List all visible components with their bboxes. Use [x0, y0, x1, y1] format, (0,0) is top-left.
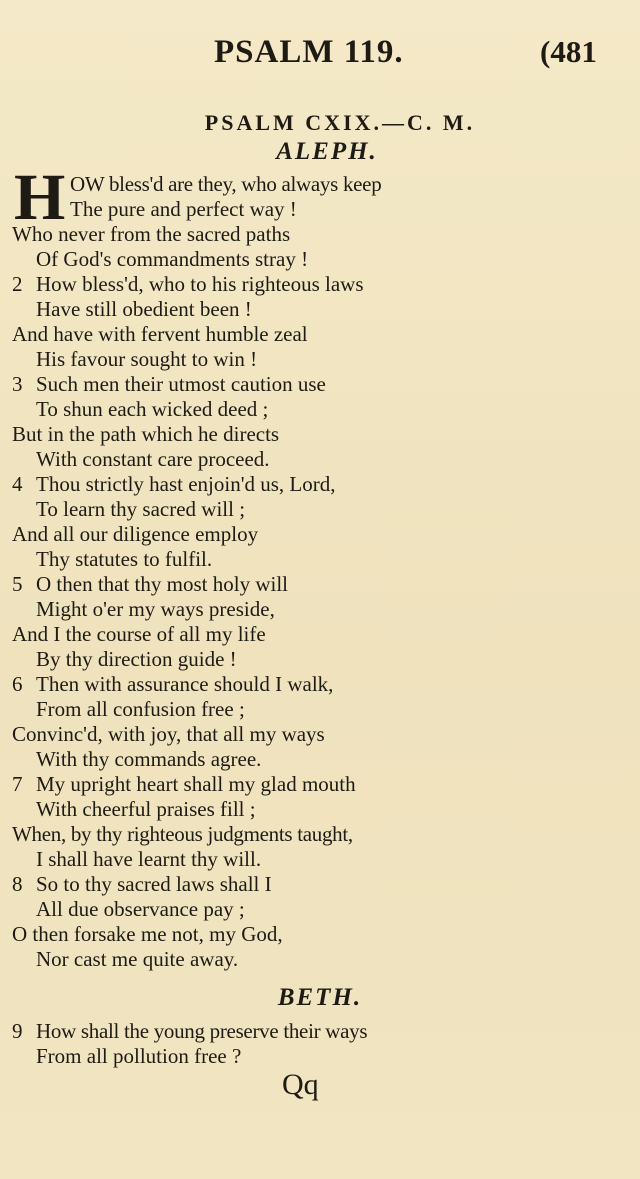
verse-line: When, by thy righteous judgments taught,: [12, 822, 353, 846]
verse-line: Might o'er my ways preside,: [36, 597, 275, 621]
verse-line: With cheerful praises fill ;: [36, 797, 256, 821]
verse-line: Convinc'd, with joy, that all my ways: [12, 722, 325, 746]
page-header: [0, 34, 640, 74]
verse-number: 8: [12, 872, 23, 896]
verse-number: 7: [12, 772, 23, 796]
psalm-heading: PSALM CXIX.—C. M.: [204, 110, 476, 135]
verse-line: The pure and perfect way !: [70, 197, 297, 221]
verse-number: 6: [12, 672, 23, 696]
verse-line: How bless'd, who to his righteous laws: [36, 272, 364, 296]
verse-line: OW bless'd are they, who always keep: [70, 172, 382, 196]
verse-line: With constant care proceed.: [36, 447, 270, 471]
verse-line: Such men their utmost caution use: [36, 372, 326, 396]
verse-line: And have with fervent humble zeal: [12, 322, 308, 346]
verse-line: From all pollution free ?: [36, 1044, 242, 1068]
verse-number: 3: [12, 372, 23, 396]
signature-mark: Qq: [282, 1068, 319, 1101]
verse-line: To shun each wicked deed ;: [36, 397, 269, 421]
verse-line: And I the course of all my life: [12, 622, 266, 646]
verse-number: 4: [12, 472, 23, 496]
page-number: (481: [540, 34, 597, 69]
verse-line: O then that thy most holy will: [36, 572, 288, 596]
verse-line: O then forsake me not, my God,: [12, 922, 283, 946]
verse-line: Of God's commandments stray !: [36, 247, 309, 271]
section-title-beth: BETH.: [277, 984, 363, 1011]
verse-line: All due observance pay ;: [36, 897, 245, 921]
verse-number: 5: [12, 572, 23, 596]
verse-line: But in the path which he directs: [12, 422, 280, 446]
verse-line: I shall have learnt thy will.: [36, 847, 262, 871]
verse-line: Have still obedient been !: [36, 297, 252, 321]
verse-line: With thy commands agree.: [36, 747, 262, 771]
verse-line: Nor cast me quite away.: [36, 947, 239, 971]
verse-line: So to thy sacred laws shall I: [36, 872, 272, 896]
verse-line: My upright heart shall my glad mouth: [36, 772, 356, 796]
section-title-aleph: ALEPH.: [276, 138, 378, 165]
verse-line: And all our diligence employ: [12, 522, 259, 546]
verse-line: Who never from the sacred paths: [12, 222, 291, 246]
verse-line: Thou strictly hast enjoin'd us, Lord,: [36, 472, 336, 496]
drop-cap: H: [14, 161, 66, 234]
verse-line: His favour sought to win !: [36, 347, 258, 371]
verse-line: By thy direction guide !: [36, 647, 237, 671]
verse-line: From all confusion free ;: [36, 697, 245, 721]
verse-line: To learn thy sacred will ;: [36, 497, 246, 521]
running-title: PSALM 119.: [214, 34, 404, 70]
verse-number: 2: [12, 272, 23, 296]
verse-line: Then with assurance should I walk,: [36, 672, 334, 696]
verse-line: How shall the young preserve their ways: [36, 1019, 368, 1043]
verse-number: 9: [12, 1019, 23, 1043]
verse-line: Thy statutes to fulfil.: [36, 547, 213, 571]
